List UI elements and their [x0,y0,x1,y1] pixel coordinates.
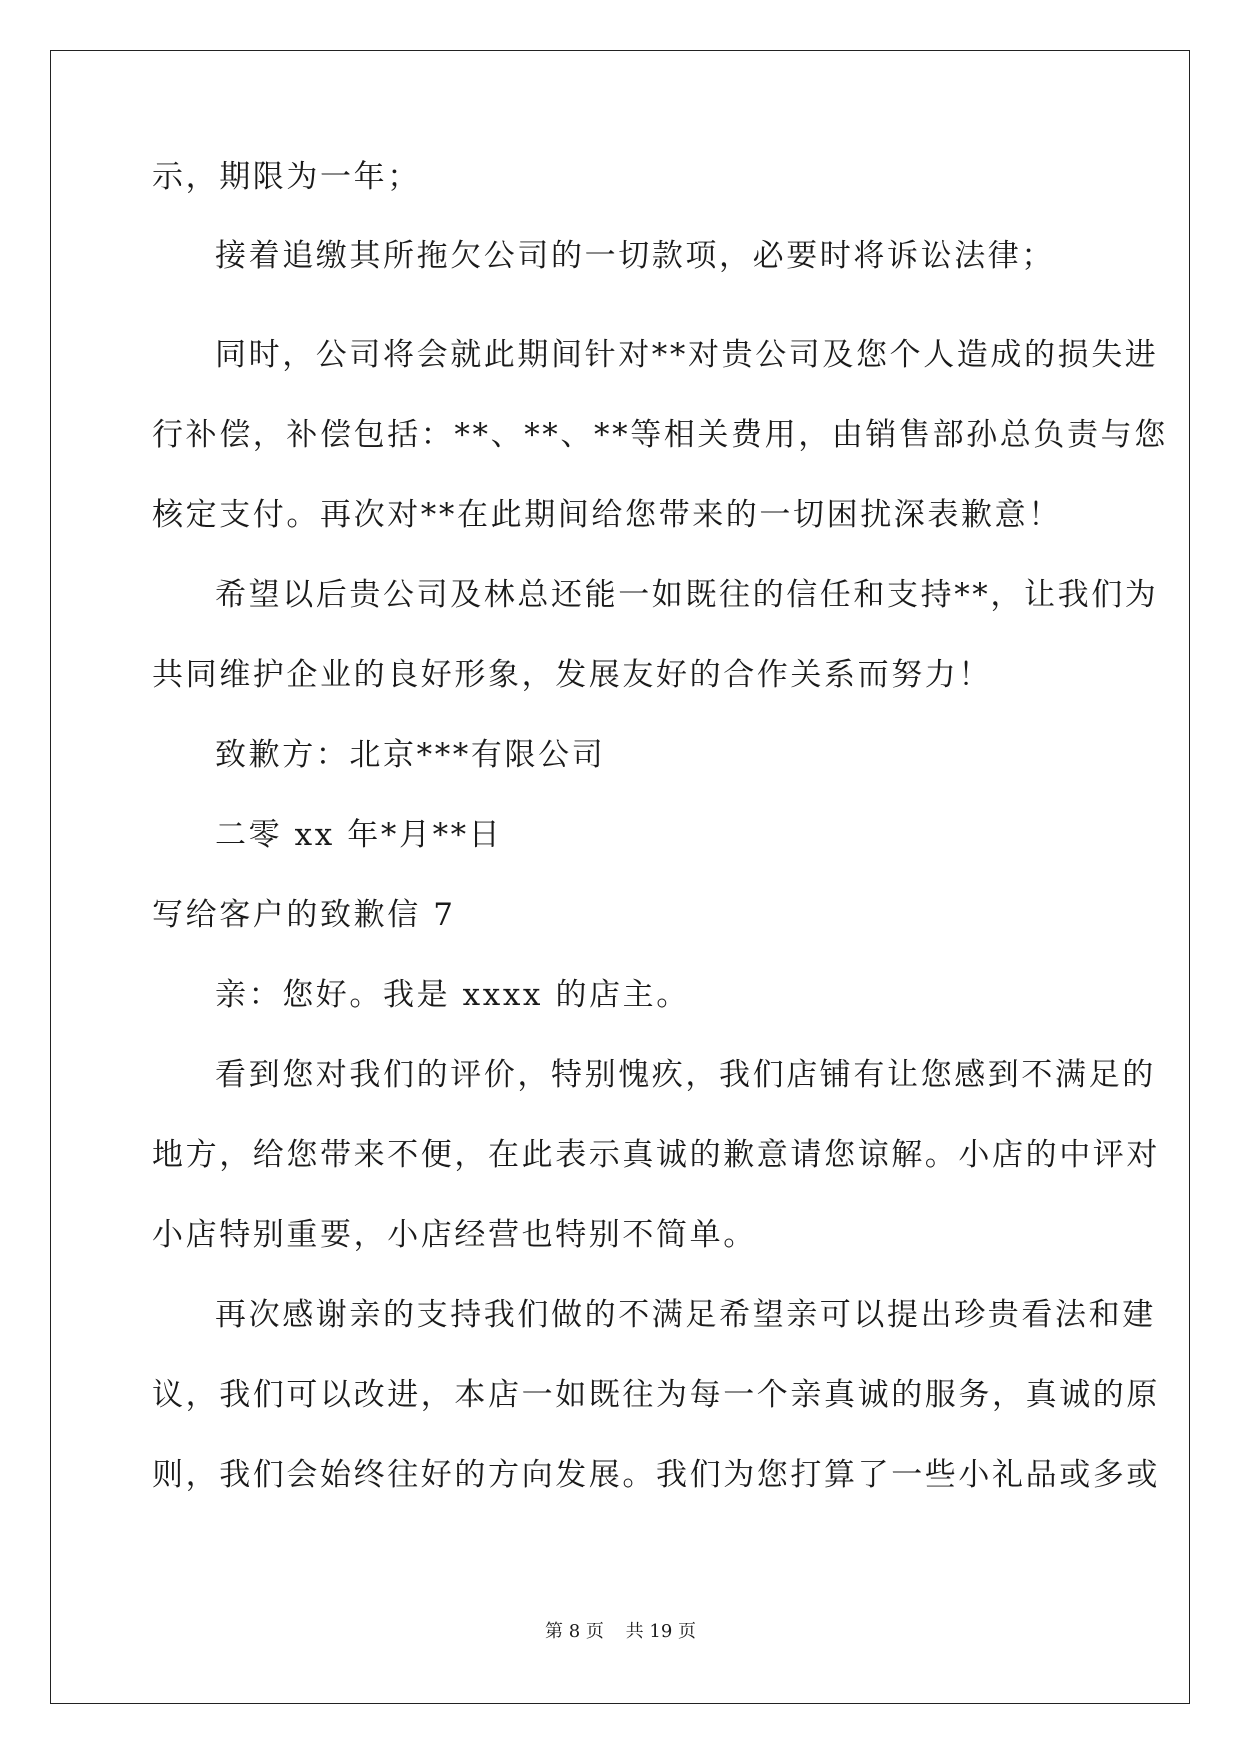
date-line: 二零 xx 年*月**日 [215,817,503,853]
text-line: 同时，公司将会就此期间针对**对贵公司及您个人造成的损失进 [215,337,1159,373]
text-line: 地方，给您带来不便，在此表示真诚的歉意请您谅解。小店的中评对 [152,1137,1160,1173]
text-line: 议，我们可以改进，本店一如既往为每一个亲真诚的服务，真诚的原 [152,1377,1160,1413]
text-line: 则，我们会始终往好的方向发展。我们为您打算了一些小礼品或多或 [152,1457,1160,1493]
text-line: 看到您对我们的评价，特别愧疚，我们店铺有让您感到不满足的 [215,1057,1156,1093]
text-line: 接着追缴其所拖欠公司的一切款项，必要时将诉讼法律； [215,238,1055,274]
text-line: 示，期限为一年； [152,159,421,195]
signature-line: 致歉方：北京***有限公司 [215,737,606,773]
page-number: 第 8 页 [545,1621,604,1642]
text-line: 小店特别重要，小店经营也特别不简单。 [152,1217,757,1253]
greeting-line: 亲：您好。我是 xxxx 的店主。 [215,977,690,1013]
page-total: 共 19 页 [625,1621,696,1642]
text-line: 希望以后贵公司及林总还能一如既往的信任和支持**，让我们为 [215,577,1159,613]
text-line: 行补偿，补偿包括：**、**、**等相关费用，由销售部孙总负责与您 [152,417,1168,453]
page-footer [0,1620,1241,1644]
text-line: 核定支付。再次对**在此期间给您带来的一切困扰深表歉意！ [152,497,1062,533]
section-heading: 写给客户的致歉信 7 [152,897,456,933]
text-line: 再次感谢亲的支持我们做的不满足希望亲可以提出珍贵看法和建 [215,1297,1156,1333]
text-line: 共同维护企业的良好形象，发展友好的合作关系而努力！ [152,657,992,693]
